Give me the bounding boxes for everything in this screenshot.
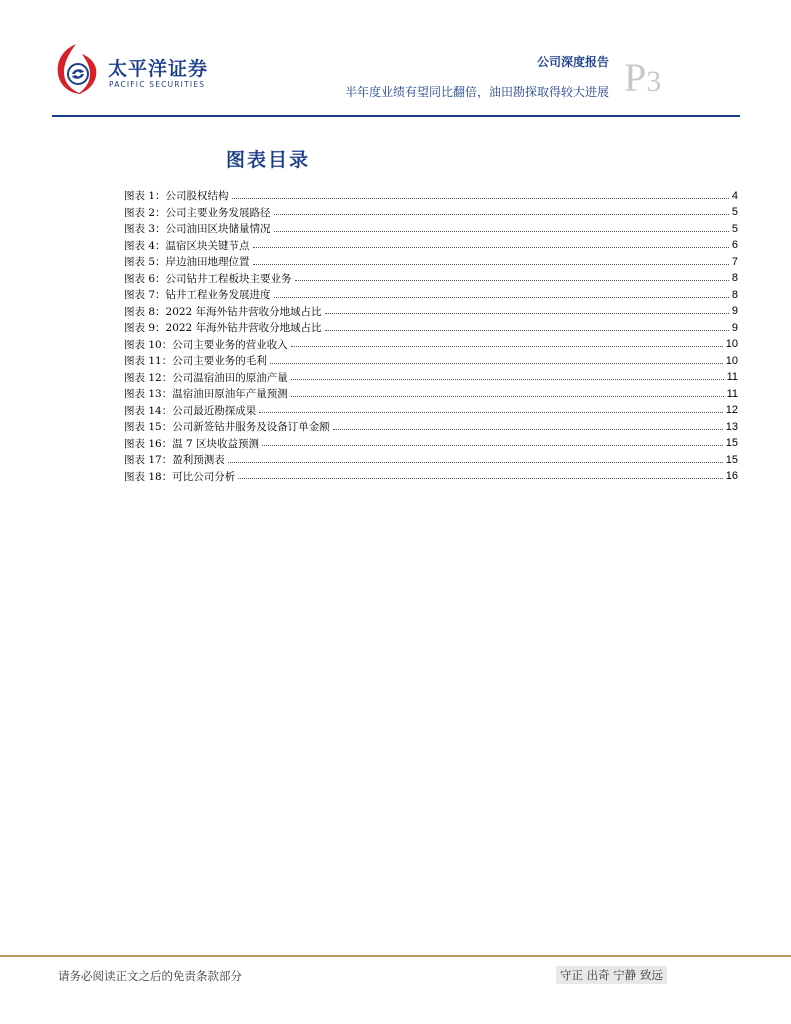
toc-entry-page: 7 <box>731 255 738 268</box>
toc-leader-dots <box>274 213 729 215</box>
toc-leader-dots <box>228 461 723 463</box>
toc-entry[interactable] <box>124 350 738 367</box>
toc-entry-label: 图表 17：盈利预测表 <box>124 454 225 466</box>
toc-entry-page: 6 <box>731 239 738 251</box>
toc-entry-page: 15 <box>725 453 738 466</box>
toc-entry-label: 图表 1：公司股权结构 <box>124 190 229 202</box>
table-of-figures <box>124 185 738 482</box>
toc-entry-label: 图表 2：公司主要业务发展路径 <box>124 206 271 219</box>
toc-entry-label: 图表 9：2022 年海外钻井营收分地域占比 <box>124 322 322 334</box>
toc-entry-page: 5 <box>731 222 738 235</box>
logo-chinese-name: 太平洋证券 <box>108 58 209 80</box>
toc-entry-page: 5 <box>731 206 738 218</box>
toc-entry[interactable] <box>124 284 738 301</box>
toc-entry-page: 16 <box>725 470 738 482</box>
toc-entry[interactable] <box>124 317 738 334</box>
toc-entry-page: 11 <box>726 387 738 400</box>
toc-entry-page: 10 <box>725 338 738 350</box>
toc-entry[interactable] <box>124 185 738 202</box>
toc-leader-dots <box>270 362 723 364</box>
toc-entry[interactable] <box>124 383 738 400</box>
toc-entry-page: 8 <box>731 272 738 284</box>
toc-entry-label: 图表 15：公司新签钻井服务及设备订单金额 <box>124 421 330 433</box>
footer-divider <box>0 955 791 957</box>
footer-disclaimer: 请务必阅读正文之后的免责条款部分 <box>58 969 242 983</box>
toc-entry[interactable] <box>124 218 738 235</box>
toc-leader-dots <box>253 263 729 265</box>
toc-entry-label: 图表 10：公司主要业务的营业收入 <box>124 338 288 351</box>
toc-entry[interactable] <box>124 466 738 483</box>
toc-entry[interactable] <box>124 202 738 219</box>
footer-motto: 守正 出奇 宁静 致远 <box>556 966 667 984</box>
toc-leader-dots <box>262 444 723 446</box>
toc-leader-dots <box>325 329 729 331</box>
toc-entry-page: 8 <box>731 288 738 301</box>
toc-leader-dots <box>291 345 723 347</box>
toc-entry-page: 12 <box>725 404 738 416</box>
toc-entry[interactable] <box>124 301 738 318</box>
report-headline: 半年度业绩有望同比翻倍，油田勘探取得较大进展 <box>344 85 609 99</box>
toc-entry-page: 15 <box>725 437 738 449</box>
toc-entry-page: 13 <box>725 420 738 433</box>
toc-entry-page: 11 <box>726 371 738 383</box>
toc-leader-dots <box>295 279 729 281</box>
toc-leader-dots <box>325 312 729 314</box>
report-type: 公司深度报告 <box>536 55 609 69</box>
toc-entry-label: 图表 14：公司最近勘探成果 <box>124 404 257 417</box>
toc-leader-dots <box>253 246 729 248</box>
toc-entry[interactable] <box>124 334 738 351</box>
toc-entry[interactable] <box>124 367 738 384</box>
toc-leader-dots <box>232 197 729 199</box>
toc-entry[interactable] <box>124 416 738 433</box>
logo-english-name: PACIFIC SECURITIES <box>109 80 206 89</box>
toc-entry[interactable] <box>124 400 738 417</box>
toc-entry-label: 图表 12：公司温宿油田的原油产量 <box>124 371 288 384</box>
toc-entry-label: 图表 16：温 7 区块收益预测 <box>124 437 260 450</box>
toc-leader-dots <box>291 395 724 397</box>
toc-title: 图表目录 <box>226 149 311 171</box>
toc-leader-dots <box>238 477 723 479</box>
toc-entry-label: 图表 18：可比公司分析 <box>124 470 236 483</box>
toc-entry[interactable] <box>124 251 738 268</box>
toc-entry-label: 图表 5：岸边油田地理位置 <box>124 256 250 268</box>
page-letter: P <box>624 55 647 100</box>
page-number: 3 <box>646 65 662 98</box>
toc-entry-label: 图表 13：温宿油田原油年产量预测 <box>124 388 288 400</box>
toc-leader-dots <box>274 230 729 232</box>
toc-entry-label: 图表 11：公司主要业务的毛利 <box>124 355 267 367</box>
toc-entry[interactable] <box>124 449 738 466</box>
toc-entry[interactable] <box>124 433 738 450</box>
toc-entry-page: 9 <box>731 321 738 334</box>
toc-entry-label: 图表 8：2022 年海外钻井营收分地域占比 <box>124 305 322 318</box>
toc-entry-page: 4 <box>731 189 738 202</box>
page-marker <box>624 55 662 100</box>
toc-entry-label: 图表 6：公司钻井工程板块主要业务 <box>124 272 292 285</box>
toc-leader-dots <box>291 378 724 380</box>
header-divider <box>52 115 740 117</box>
company-logo <box>52 42 242 98</box>
pacific-securities-logo-icon <box>52 42 102 98</box>
toc-entry[interactable] <box>124 268 738 285</box>
toc-entry[interactable] <box>124 235 738 252</box>
toc-entry-label: 图表 7：钻井工程业务发展进度 <box>124 289 271 301</box>
toc-entry-page: 10 <box>725 354 738 367</box>
toc-leader-dots <box>274 296 729 298</box>
toc-leader-dots <box>333 428 723 430</box>
toc-leader-dots <box>259 411 723 413</box>
toc-entry-label: 图表 3：公司油田区块储量情况 <box>124 223 271 235</box>
toc-entry-label: 图表 4：温宿区块关键节点 <box>124 239 250 252</box>
toc-entry-page: 9 <box>731 305 738 317</box>
